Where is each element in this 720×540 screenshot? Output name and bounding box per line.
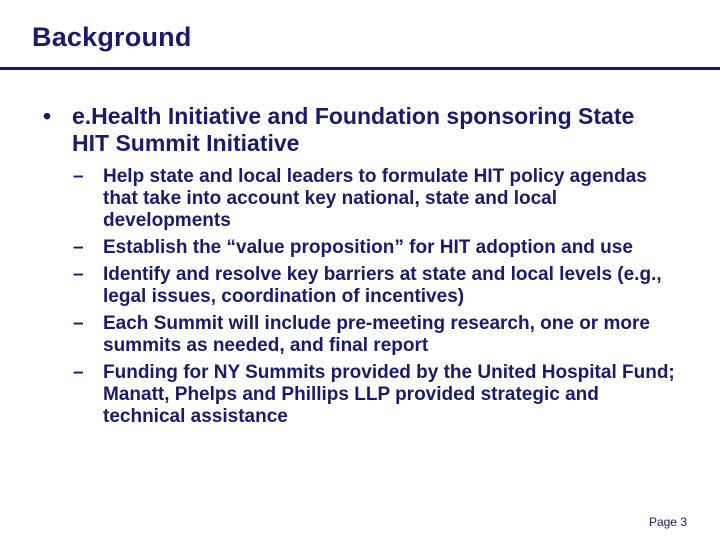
dash-marker: – — [73, 362, 84, 383]
dash-marker: – — [73, 237, 84, 258]
bullet-marker: • — [43, 103, 52, 129]
sub-bullet-text: Each Summit will include pre-meeting research, one or more summits as needed, and final report — [103, 313, 650, 356]
slide-title: Background — [32, 22, 192, 52]
sub-bullet — [73, 166, 683, 232]
sub-bullet-list — [0, 166, 720, 428]
sub-bullet — [73, 313, 683, 357]
sub-bullet — [73, 362, 683, 428]
dash-marker: – — [73, 264, 84, 285]
sub-bullet-text: Identify and resolve key barriers at state and local levels (e.g., legal issues, coordination of incentives) — [103, 264, 662, 307]
slide-content — [0, 103, 720, 433]
main-bullet-text: e.Health Initiative and Foundation sponsoring State HIT Summit Initiative — [72, 103, 635, 156]
sub-bullet — [73, 264, 683, 308]
sub-bullet-text: Establish the “value proposition” for HIT adoption and use — [103, 237, 633, 258]
sub-bullet — [73, 237, 683, 259]
page-number: Page 3 — [648, 515, 687, 529]
dash-marker: – — [73, 166, 84, 187]
dash-marker: – — [73, 313, 84, 334]
sub-bullet-text: Funding for NY Summits provided by the United Hospital Fund; Manatt, Phelps and Phillips LLP provided strategic and technical assistance — [103, 362, 675, 427]
sub-bullet-text: Help state and local leaders to formulate HIT policy agendas that take into account key national, state and local developments — [103, 166, 647, 231]
main-bullet — [43, 103, 672, 157]
title-underline — [0, 67, 720, 70]
